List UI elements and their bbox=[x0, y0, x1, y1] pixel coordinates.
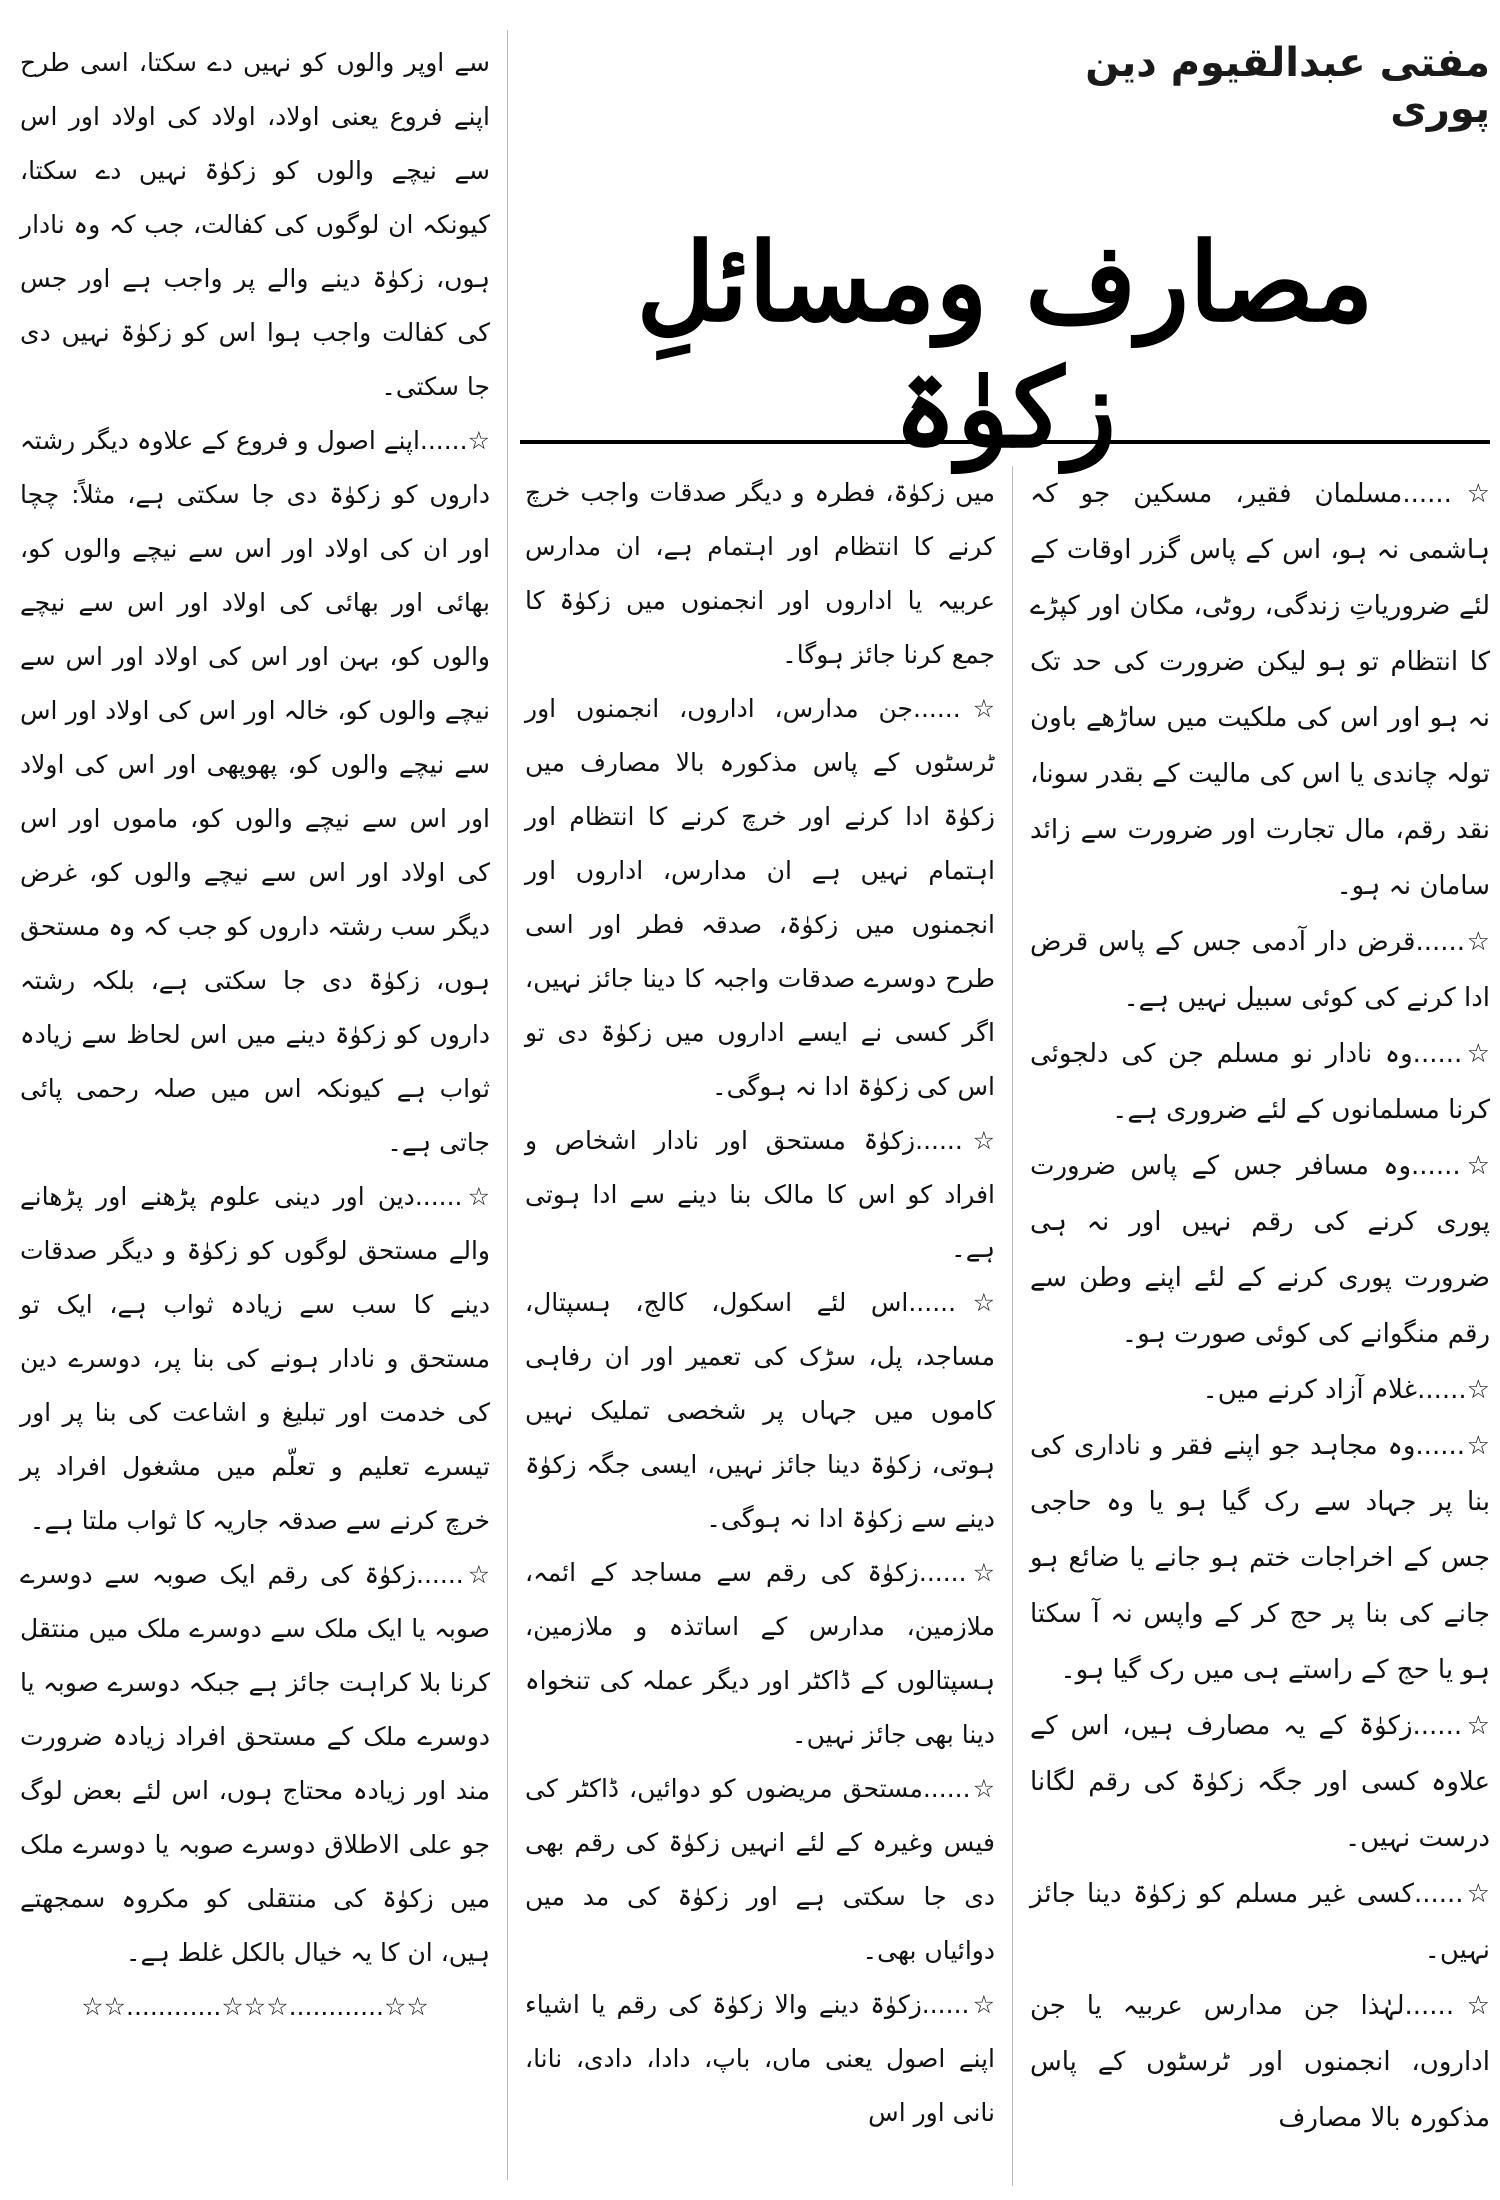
paragraph: ☆......اس لئے اسکول، کالج، ہسپتال، مساجد، پل، سڑک کی تعمیر اور ان رفاہی کاموں میں جہاں پر شخصی تملیک نہیں ہوتی، زکوٰۃ دینا جائز نہیں، ایسی جگہ زکوٰۃ دینے سے زکوٰۃ ادا نہ ہوگی۔ bbox=[525, 1288, 995, 1533]
paragraph: ☆......زکوٰۃ کے یہ مصارف ہیں، اس کے علاوہ کسی اور جگہ زکوٰۃ کی رقم لگانا درست نہیں۔ bbox=[1030, 1711, 1490, 1853]
paragraph: سے اوپر والوں کو نہیں دے سکتا، اسی طرح اپنے فروع یعنی اولاد، اولاد کی اولاد اور اس سے نیچے والوں کو زکوٰۃ نہیں دے سکتا، کیونکہ ان لوگوں کی کفالت، جب کہ وہ نادار ہوں، زکوٰۃ دینے والے پر واجب ہے اور جس کی کفالت واجب ہوا اس کو زکوٰۃ نہیں دی جا سکتی۔ bbox=[20, 48, 490, 401]
column-right bbox=[1030, 466, 1490, 2146]
title-divider bbox=[520, 440, 1490, 444]
paragraph: ☆......اپنے اصول و فروع کے علاوہ دیگر رشتہ داروں کو زکوٰۃ دی جا سکتی ہے، مثلاً: چچا اور ان کی اولاد اور اس سے نیچے والوں کو، بھائی اور بھائی کی اولاد اور اس سے نیچے والوں کو، بہن اور اس کی اولاد اور اس سے نیچے والوں کو، خالہ اور اس کی اولاد اور اس سے نیچے والوں کو، پھوپھی اور اس کی اولاد اور اس سے نیچے والوں کو، ماموں اور اس کی اولاد اور اس سے نیچے والوں کو، غرض دیگر سب رشتہ داروں کو جب کہ وہ مستحق ہوں، زکوٰۃ دی جا سکتی ہے، بلکہ رشتہ داروں کو زکوٰۃ دینے میں اس لحاظ سے زیادہ ثواب ہے کیونکہ اس میں صلہ رحمی پائی جاتی ہے۔ bbox=[20, 426, 490, 1157]
article-header bbox=[520, 20, 1490, 472]
author-name: مفتی عبدالقیوم دین پوری bbox=[1085, 40, 1490, 132]
paragraph: ☆......غلام آزاد کرنے میں۔ bbox=[1202, 1375, 1490, 1405]
article-title: مصارف ومسائلِ زکوٰۃ bbox=[636, 220, 1374, 472]
paragraph: ☆......مسلمان فقیر، مسکین جو کہ ہاشمی نہ ہو، اس کے پاس گزر اوقات کے لئے ضروریاتِ زندگی، روٹی، مکان اور کپڑے کا انتظام تو ہو لیکن ضرورت کی حد تک نہ ہو اور اس کی ملکیت میں ساڑھے باون تولہ چاندی یا اس کی مالیت کے بقدر سونا، نقد رقم، مال تجارت اور ضرورت سے زائد سامان نہ ہو۔ bbox=[1030, 479, 1490, 901]
paragraph: ☆......زکوٰۃ کی رقم سے مساجد کے ائمہ، ملازمین، مدارس کے اساتذہ و ملازمین، ہسپتالوں کے ڈاکٹر اور دیگر عملہ کی تنخواہ دینا بھی جائز نہیں۔ bbox=[525, 1558, 995, 1749]
paragraph: ☆......دین اور دینی علوم پڑھنے اور پڑھانے والے مستحق لوگوں کو زکوٰۃ و دیگر صدقات دینے کا سب سے زیادہ ثواب ہے، ایک تو مستحق و نادار ہونے کی بنا پر، دوسرے دین کی خدمت اور تبلیغ و اشاعت کی بنا پر اور تیسرے تعلیم و تعلّم میں مشغول افراد پر خرچ کرنے سے صدقہ جاریہ کا ثواب ملتا ہے۔ bbox=[20, 1182, 490, 1535]
paragraph: ☆......وہ نادار نو مسلم جن کی دلجوئی کرنا مسلمانوں کے لئے ضروری ہے۔ bbox=[1030, 1039, 1490, 1125]
paragraph: ☆......وہ مجاہد جو اپنے فقر و ناداری کی بنا پر جہاد سے رک گیا ہو یا وہ حاجی جس کے اخراجات ختم ہو جانے یا ضائع ہو جانے کی بنا پر حج کر کے واپس نہ آ سکتا ہو یا حج کے راستے ہی میں رک گیا ہو۔ bbox=[1030, 1431, 1490, 1685]
paragraph: ☆......زکوٰۃ دینے والا زکوٰۃ کی رقم یا اشیاء اپنے اصول یعنی ماں، باپ، دادا، دادی، نانا، نانی اور اس bbox=[525, 1990, 995, 2127]
paragraph: ☆......قرض دار آدمی جس کے پاس قرض ادا کرنے کی کوئی سبیل نہیں ہے۔ bbox=[1030, 927, 1490, 1013]
column-divider bbox=[507, 30, 508, 2180]
paragraph: ☆......زکوٰۃ کی رقم ایک صوبہ سے دوسرے صوبہ یا ایک ملک سے دوسرے ملک میں منتقل کرنا بلا کراہت جائز ہے جبکہ دوسرے صوبہ یا دوسرے ملک کے مستحق افراد زیادہ ضرورت مند اور زیادہ محتاج ہوں، اس لئے بعض لوگ جو علی الاطلاق دوسرے صوبہ یا دوسرے ملک میں زکوٰۃ کی منتقلی کو مکروہ سمجھتے ہیں، ان کا یہ خیال بالکل غلط ہے۔ bbox=[20, 1560, 490, 1967]
paragraph: ☆......جن مدارس، اداروں، انجمنوں اور ٹرسٹوں کے پاس مذکورہ بالا مصارف میں زکوٰۃ ادا کرنے اور خرچ کرنے کا انتظام اور اہتمام نہیں ہے ان مدارس، اداروں اور انجمنوں میں زکوٰۃ، صدقہ فطر اور اسی طرح دوسرے صدقات واجبہ کا دینا جائز نہیں، اگر کسی نے ایسے اداروں میں زکوٰۃ دی تو اس کی زکوٰۃ ادا نہ ہوگی۔ bbox=[525, 694, 995, 1101]
paragraph: ☆......کسی غیر مسلم کو زکوٰۃ دینا جائز نہیں۔ bbox=[1030, 1879, 1490, 1965]
column-left bbox=[20, 36, 490, 2034]
paragraph: ☆......وہ مسافر جس کے پاس ضرورت پوری کرنے کی رقم نہیں اور نہ ہی ضرورت پوری کرنے کے لئے اپنے وطن سے رقم منگوانے کی کوئی صورت ہو۔ bbox=[1030, 1151, 1490, 1349]
paragraph: ☆......زکوٰۃ مستحق اور نادار اشخاص و افراد کو اس کا مالک بنا دینے سے ادا ہوتی ہے۔ bbox=[525, 1126, 995, 1263]
column-divider bbox=[1012, 466, 1013, 2186]
column-middle bbox=[525, 466, 995, 2140]
paragraph: میں زکوٰۃ، فطرہ و دیگر صدقات واجب خرچ کرنے کا انتظام اور اہتمام ہے، ان مدارس عربیہ یا اداروں اور انجمنوں میں زکوٰۃ کا جمع کرنا جائز ہوگا۔ bbox=[525, 478, 995, 669]
paragraph: ☆......مستحق مریضوں کو دوائیں، ڈاکٹر کی فیس وغیرہ کے لئے انہیں زکوٰۃ کی رقم بھی دی جا سکتی ہے اور زکوٰۃ کی مد میں دوائیاں بھی۔ bbox=[525, 1774, 995, 1965]
end-ornament: ☆☆............☆☆☆............☆☆ bbox=[81, 1992, 429, 2021]
paragraph: ☆......لہٰذا جن مدارس عربیہ یا جن اداروں، انجمنوں اور ٹرسٹوں کے پاس مذکورہ بالا مصارف bbox=[1030, 1991, 1490, 2133]
